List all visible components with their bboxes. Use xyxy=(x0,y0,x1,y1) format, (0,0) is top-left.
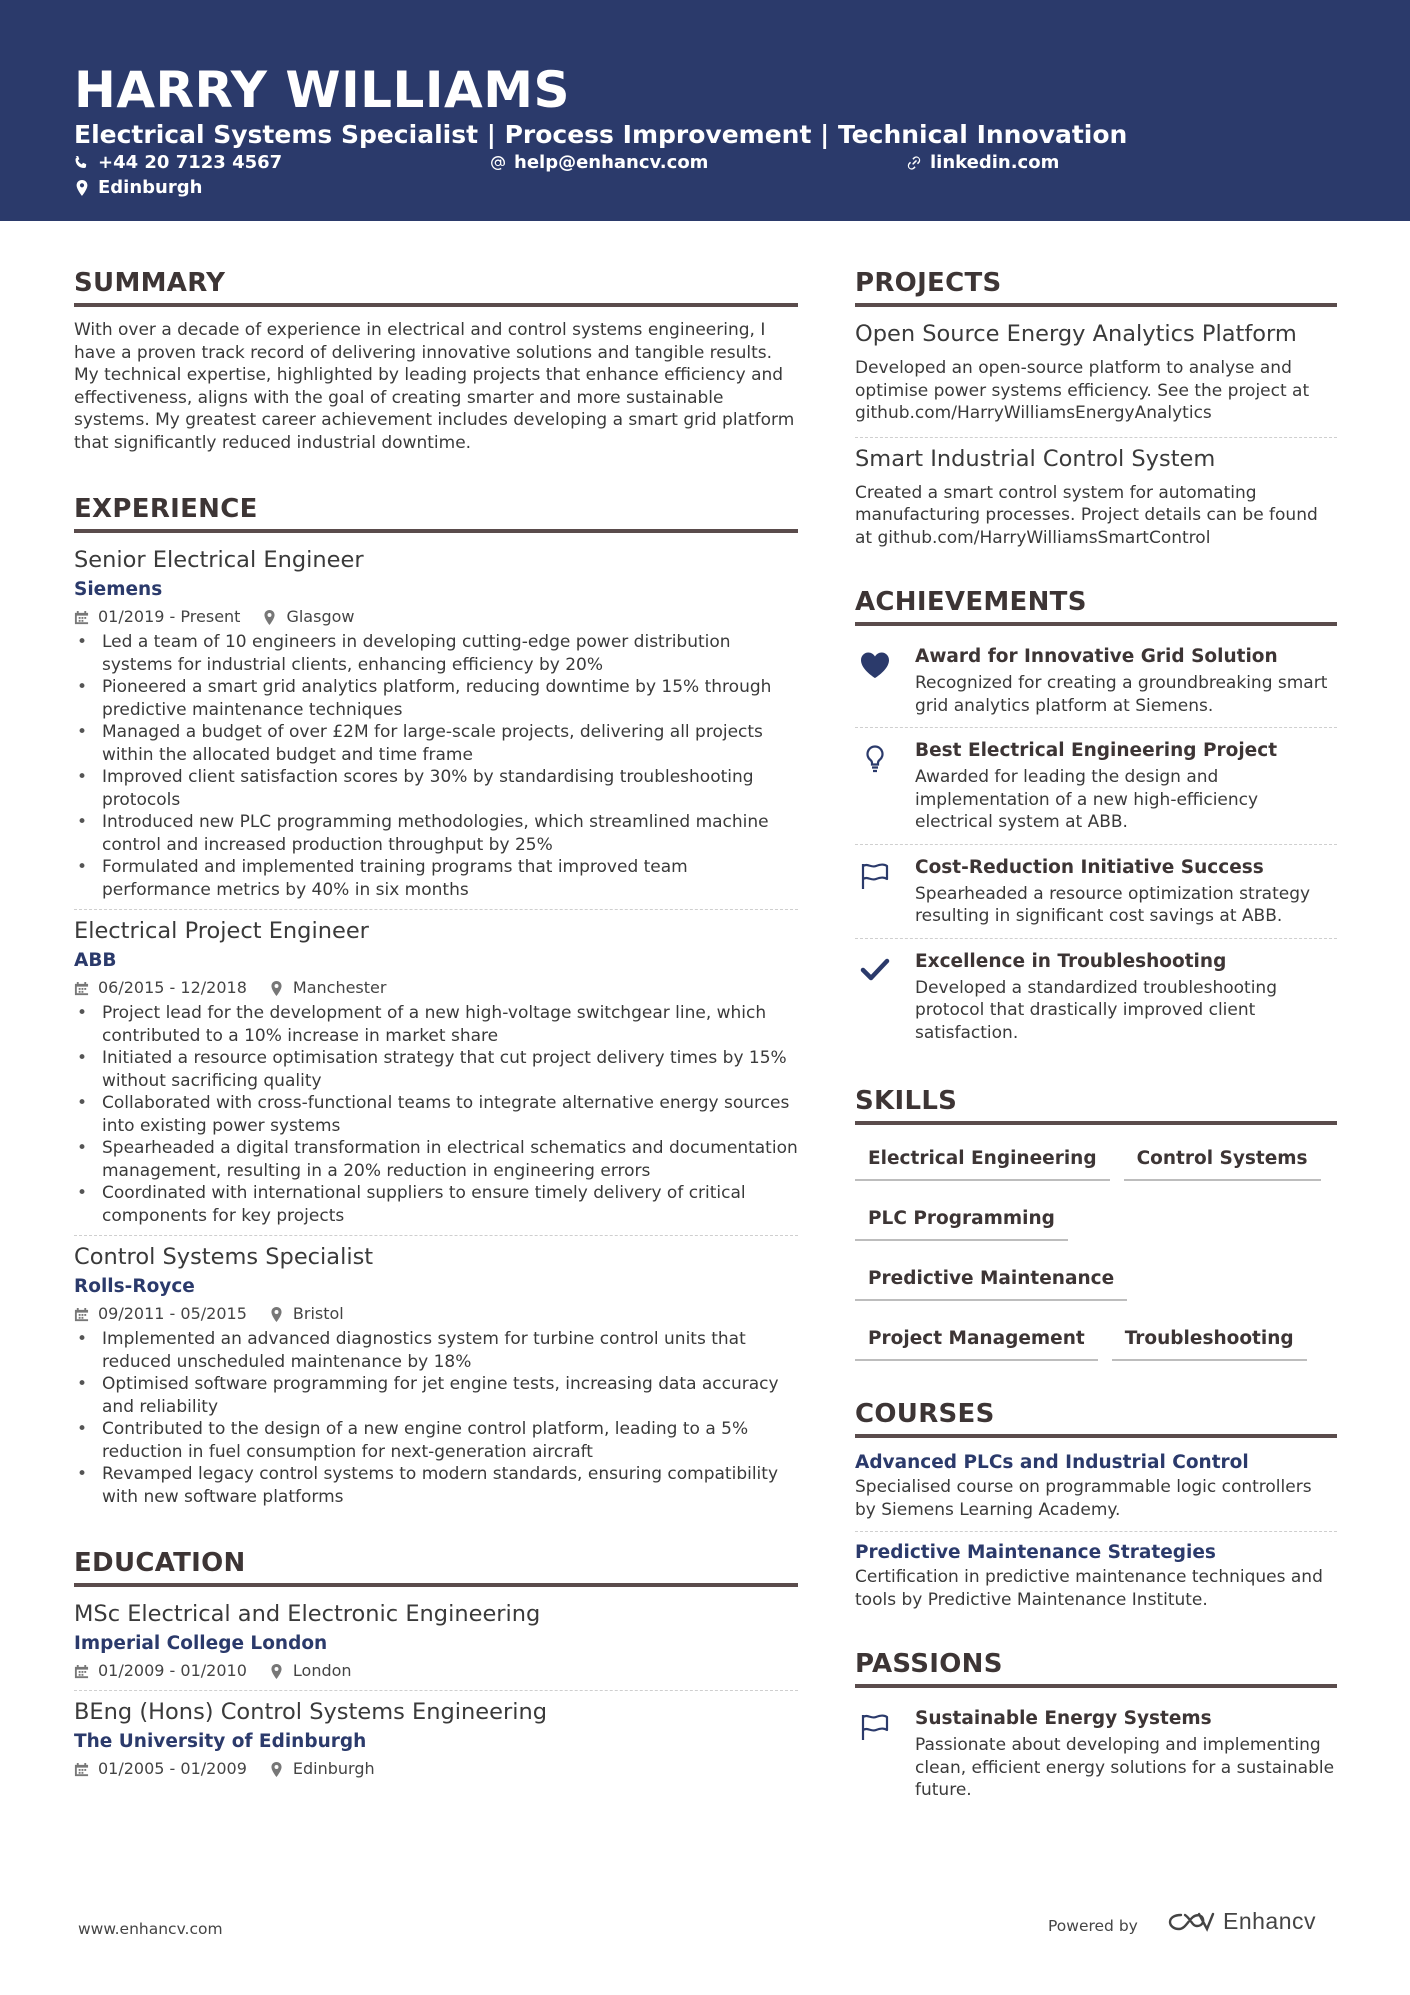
phone-icon xyxy=(74,155,90,171)
phone-text: +44 20 7123 4567 xyxy=(98,152,283,173)
courses-section xyxy=(855,1397,1337,1611)
bullet-item: • Introduced new PLC programming methodologies, which streamlined machine control and increased production throughput by 25% xyxy=(74,811,798,856)
bullet-item: • Managed a budget of over £2M for large-scale projects, delivering all projects within the allocated budget and time frame xyxy=(74,721,798,766)
divider xyxy=(855,1531,1337,1532)
passions-title: PASSIONS xyxy=(855,1647,1337,1688)
job-location: Glasgow xyxy=(286,607,355,626)
bullet-item: • Optimised software programming for jet engine tests, increasing data accuracy and reliability xyxy=(74,1373,798,1418)
flag-icon xyxy=(859,861,891,891)
job-entry xyxy=(74,916,798,1227)
job-company: Siemens xyxy=(74,579,163,600)
bullet-item: • Revamped legacy control systems to modern standards, ensuring compatibility with new software platforms xyxy=(74,1463,798,1508)
bullet-item: • Initiated a resource optimisation strategy that cut project delivery times by 15% without sacrificing quality xyxy=(74,1047,798,1092)
skill-tag: Project Management xyxy=(855,1317,1098,1361)
project-name: Smart Industrial Control System xyxy=(855,445,1216,472)
project-name: Open Source Energy Analytics Platform xyxy=(855,321,1297,347)
linkedin-text: linkedin.com xyxy=(930,152,1060,173)
job-meta xyxy=(74,606,798,628)
passions-section xyxy=(855,1647,1337,1808)
location-pin-icon xyxy=(269,1664,284,1679)
candidate-tagline: Electrical Systems Specialist | Process Improvement | Technical Innovation xyxy=(74,120,1128,149)
passion-entry xyxy=(855,1700,1337,1808)
summary-section xyxy=(74,266,798,454)
course-desc: Certification in predictive maintenance techniques and tools by Predictive Maintenance Institute. xyxy=(855,1567,1323,1610)
contact-location xyxy=(74,176,202,200)
skills-list xyxy=(855,1137,1337,1377)
project-entry xyxy=(855,319,1337,425)
bullet-item: • Collaborated with cross-functional teams to integrate alternative energy sources into existing power systems xyxy=(74,1092,798,1137)
skill-tag: Troubleshooting xyxy=(1112,1317,1307,1361)
education-meta xyxy=(74,1758,798,1780)
calendar-icon xyxy=(74,1762,89,1777)
education-school: The University of Edinburgh xyxy=(74,1731,367,1752)
link-icon xyxy=(906,155,922,171)
job-entry xyxy=(74,545,798,901)
education-degree: MSc Electrical and Electronic Engineering xyxy=(74,1601,541,1627)
education-dates: 01/2009 - 01/2010 xyxy=(98,1661,247,1680)
achievement-title: Cost-Reduction Initiative Success xyxy=(915,856,1264,878)
enhancv-logo-icon xyxy=(1167,1909,1215,1935)
job-location: Manchester xyxy=(292,978,387,997)
course-name: Predictive Maintenance Strategies xyxy=(855,1542,1216,1563)
achievement-desc: Recognized for creating a groundbreaking smart grid analytics platform at Siemens. xyxy=(915,673,1328,716)
education-section xyxy=(74,1546,798,1780)
achievement-desc: Spearheaded a resource optimization strategy resulting in significant cost savings at ABB. xyxy=(915,883,1311,926)
job-dates: 09/2011 - 05/2015 xyxy=(98,1304,247,1323)
achievement-entry xyxy=(855,849,1337,934)
skills-title: SKILLS xyxy=(855,1084,1337,1125)
skill-tag: Control Systems xyxy=(1124,1137,1321,1181)
left-column xyxy=(74,266,798,1783)
skill-tag: Electrical Engineering xyxy=(855,1137,1110,1181)
job-meta xyxy=(74,977,798,999)
location-pin-icon xyxy=(74,180,90,196)
achievement-title: Best Electrical Engineering Project xyxy=(915,740,1278,761)
divider xyxy=(74,909,798,910)
achievement-title: Excellence in Troubleshooting xyxy=(915,950,1227,972)
job-location: Bristol xyxy=(292,1304,344,1323)
candidate-name: HARRY WILLIAMS xyxy=(74,61,570,119)
contact-phone xyxy=(74,151,282,175)
location-pin-icon xyxy=(269,1762,284,1777)
job-company: Rolls-Royce xyxy=(74,1276,195,1297)
education-meta xyxy=(74,1660,798,1682)
contact-linkedin[interactable] xyxy=(906,151,1059,175)
divider xyxy=(855,727,1337,728)
courses-title: COURSES xyxy=(855,1397,1337,1438)
job-meta xyxy=(74,1303,798,1325)
course-name: Advanced PLCs and Industrial Control xyxy=(855,1452,1249,1473)
projects-title: PROJECTS xyxy=(855,266,1337,307)
resume-header xyxy=(0,0,1410,221)
job-dates: 06/2015 - 12/2018 xyxy=(98,978,247,997)
education-entry xyxy=(74,1599,798,1682)
location-pin-icon xyxy=(262,610,277,625)
achievement-entry xyxy=(855,943,1337,1051)
at-icon xyxy=(490,155,506,171)
right-column xyxy=(855,266,1337,1808)
check-icon xyxy=(859,955,891,985)
education-dates: 01/2005 - 01/2009 xyxy=(98,1759,247,1778)
job-bullets xyxy=(74,1328,798,1508)
email-text: help@enhancv.com xyxy=(514,152,709,173)
project-entry xyxy=(855,444,1337,550)
bullet-item: • Implemented an advanced diagnostics system for turbine control units that reduced unscheduled maintenance by 18% xyxy=(74,1328,798,1373)
achievements-section xyxy=(855,585,1337,1050)
passion-desc: Passionate about developing and implementing clean, efficient energy solutions for a sustainable future. xyxy=(915,1735,1335,1800)
calendar-icon xyxy=(74,610,89,625)
location-text: Edinburgh xyxy=(98,177,203,198)
education-location: Edinburgh xyxy=(292,1759,375,1778)
summary-title: SUMMARY xyxy=(74,266,798,307)
bullet-item: • Improved client satisfaction scores by 30% by standardising troubleshooting protocols xyxy=(74,766,798,811)
bullet-item: • Contributed to the design of a new engine control platform, leading to a 5% reduction in fuel consumption for next-generation aircraft xyxy=(74,1418,798,1463)
calendar-icon xyxy=(74,981,89,996)
education-entry xyxy=(74,1697,798,1780)
job-company: ABB xyxy=(74,950,117,971)
divider xyxy=(855,938,1337,939)
education-location: London xyxy=(292,1661,352,1680)
divider xyxy=(855,844,1337,845)
project-desc: Created a smart control system for automating manufacturing processes. Project details can be found at github.com/HarryWilliamsSmartControl xyxy=(855,482,1318,548)
flag-icon xyxy=(859,1712,891,1742)
projects-section xyxy=(855,266,1337,549)
achievement-entry xyxy=(855,732,1337,840)
job-bullets xyxy=(74,631,798,901)
experience-section xyxy=(74,492,798,1508)
course-entry xyxy=(855,1450,1337,1521)
course-desc: Specialised course on programmable logic controllers by Siemens Learning Academy. xyxy=(855,1477,1312,1520)
education-title: EDUCATION xyxy=(74,1546,798,1587)
bullet-item: • Formulated and implemented training programs that improved team performance metrics by 40% in six months xyxy=(74,856,798,901)
skill-tag: PLC Programming xyxy=(855,1197,1068,1241)
skill-tag: Predictive Maintenance xyxy=(855,1257,1127,1301)
education-degree: BEng (Hons) Control Systems Engineering xyxy=(74,1699,547,1725)
location-pin-icon xyxy=(269,1307,284,1322)
achievement-desc: Awarded for leading the design and implementation of a new high-efficiency electrical system at ABB. xyxy=(915,767,1259,832)
job-dates: 01/2019 - Present xyxy=(98,607,241,626)
education-school: Imperial College London xyxy=(74,1633,328,1654)
achievements-title: ACHIEVEMENTS xyxy=(855,585,1337,626)
location-pin-icon xyxy=(269,981,284,996)
bullet-item: • Project lead for the development of a new high-voltage switchgear line, which contributed to a 10% increase in market share xyxy=(74,1002,798,1047)
divider xyxy=(74,1690,798,1691)
calendar-icon xyxy=(74,1307,89,1322)
bullet-item: • Spearheaded a digital transformation in electrical schematics and documentation management, resulting in a 20% reduction in engineering errors xyxy=(74,1137,798,1182)
skills-section xyxy=(855,1084,1337,1377)
job-role: Senior Electrical Engineer xyxy=(74,547,364,573)
project-desc: Developed an open-source platform to analyse and optimise power systems efficiency. See the project at github.com/HarryWilliamsEnergyAnalytics xyxy=(855,358,1310,423)
contact-email[interactable] xyxy=(490,151,708,175)
calendar-icon xyxy=(74,1664,89,1679)
job-role: Control Systems Specialist xyxy=(74,1244,374,1270)
job-bullets xyxy=(74,1002,798,1227)
job-role: Electrical Project Engineer xyxy=(74,918,369,944)
enhancv-logo[interactable] xyxy=(1167,1908,1316,1935)
bullet-item: • Coordinated with international suppliers to ensure timely delivery of critical components for key projects xyxy=(74,1182,798,1227)
powered-by-label: Powered by xyxy=(1048,1917,1138,1935)
course-entry xyxy=(855,1540,1337,1611)
summary-text: With over a decade of experience in electrical and control systems engineering, I have a proven track record of delivering innovative solutions and tangible results. My technical expertise, highlighted by leading projects that enhance efficiency and effectiveness, aligns with the goal of creating smarter and more sustainable systems. My greatest career achievement includes developing a smart grid platform that significantly reduced industrial downtime. xyxy=(74,320,795,453)
achievement-title: Award for Innovative Grid Solution xyxy=(915,646,1278,667)
bullet-item: • Led a team of 10 engineers in developing cutting-edge power distribution systems for industrial clients, enhancing efficiency by 20% xyxy=(74,631,798,676)
bullet-item: • Pioneered a smart grid analytics platform, reducing downtime by 15% through predictive maintenance techniques xyxy=(74,676,798,721)
experience-title: EXPERIENCE xyxy=(74,492,798,533)
achievement-desc: Developed a standardized troubleshooting protocol that drastically improved client satisfaction. xyxy=(915,977,1277,1043)
divider xyxy=(855,437,1337,438)
heart-icon xyxy=(859,650,891,680)
job-entry xyxy=(74,1242,798,1508)
lightbulb-icon xyxy=(859,744,891,774)
achievement-entry xyxy=(855,638,1337,723)
passion-title: Sustainable Energy Systems xyxy=(915,1708,1212,1729)
footer-url[interactable]: www.enhancv.com xyxy=(78,1920,223,1938)
enhancv-logo-text: Enhancv xyxy=(1223,1908,1317,1934)
divider xyxy=(74,1235,798,1236)
